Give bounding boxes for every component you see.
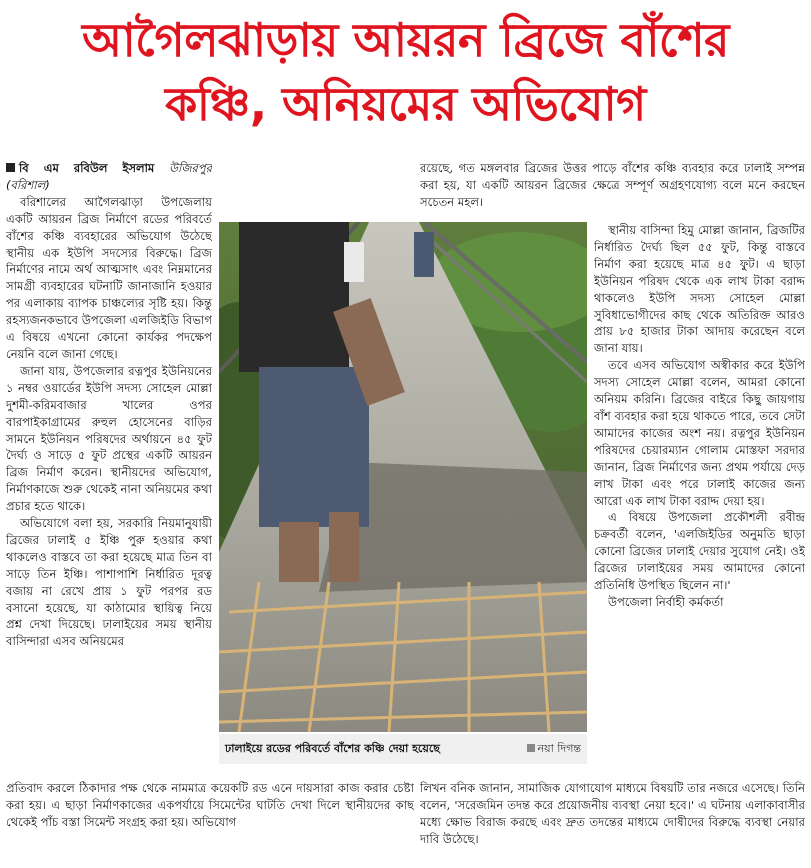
bottom-left-paragraph: প্রতিবাদ করলে ঠিকাদার পক্ষ থেকে নামমাত্র কয়েকটি রড এনে দায়সারা কাজ করার চেষ্টা করা হয়। এ ছাড়া নির্মাণকাজের একপর্যায়ে সিমেন্টের ঘাটতি দেখা দিলে স্থানীয়দের কাছ থেকেই পাঁচ বস্তা সিমেন্ট সংগ্রহ করা হয়। অভিযোগ bbox=[6, 781, 414, 829]
right-column bbox=[594, 222, 805, 778]
byline bbox=[6, 160, 212, 194]
photo-credit-text: নয়া দিগন্ত bbox=[537, 741, 581, 755]
byline-square-icon bbox=[6, 163, 15, 172]
bridge-photo-illustration bbox=[219, 222, 587, 732]
headline-line-2: কঞ্চি, অনিয়মের অভিযোগ bbox=[165, 77, 646, 131]
left-paragraph-3: অভিযোগে বলা হয়, সরকারি নিয়মানুযায়ী ব্রিজের ঢালাই ৫ ইঞ্চি পুরু হওয়ার কথা থাকলেও বাস্তবে তা করা হয়েছে মাত্র তিন বা সাড়ে তিন ইঞ্চি। পাশাপাশি নির্ধারিত দূরত্ব বজায় না রেখে প্রায় ১ ফুট পরপর রড বসানো হয়েছে, যা কাঠামোর স্থায়িত্ব নিয়ে প্রশ্ন দেখা দিয়েছে। ঢালাইয়ের সময় স্থানীয় বাসিন্দারা এসব অনিয়মের bbox=[6, 516, 212, 649]
right-paragraph-2: তবে এসব অভিযোগ অস্বীকার করে ইউপি সদস্য সোহেল মোল্লা বলেন, আমরা কোনো অনিয়ম করিনি। ব্রিজের বাইরে কিছু জায়গায় বাঁশ ব্যবহার করা হয়ে থাকতে পারে, তবে সেটা আমাদের কাজের অংশ নয়। রত্নপুর ইউনিয়ন পরিষদের চেয়ারম্যান গোলাম মোস্তফা সরদার জানান, ব্রিজ নির্মাণের জন্য প্রথম পর্যায়ে দেড় লাখ টাকা এবং পরে ঢালাই কাজের জন্য আরো এক লাখ টাকা বরাদ্দ দেয়া হয়। bbox=[594, 358, 805, 508]
right-paragraph-4: উপজেলা নির্বাহী কর্মকর্তা bbox=[608, 594, 724, 609]
byline-location: উজিরপুর (বরিশাল) bbox=[6, 161, 212, 192]
photo-caption bbox=[219, 734, 587, 764]
bridge-photo bbox=[219, 222, 587, 732]
bottom-right-paragraph: লিখন বনিক জানান, সামাজিক যোগাযোগ মাধ্যমে বিষয়টি তার নজরে এসেছে। তিনি বলেন, 'সরেজমিন তদন্ত করে প্রয়োজনীয় ব্যবস্থা নেয়া হবে।' এ ঘটনায় এলাকাবাসীর মধ্যে ক্ষোভ বিরাজ করছে এবং দ্রুত তদন্তের মাধ্যমে দোষীদের বিরুদ্ধে ব্যবস্থা নেয়ার দাবি উঠেছে। bbox=[420, 781, 805, 846]
headline-line-1: আগৈলঝাড়ায় আয়রন ব্রিজে বাঁশের bbox=[82, 13, 729, 67]
bottom-right-text bbox=[420, 780, 805, 866]
right-top-paragraph: রয়েছে, গত মঙ্গলবার ব্রিজের উত্তর পাড়ে বাঁশের কঞ্চি ব্যবহার করে ঢালাই সম্পন্ন করা হয়, যা একটি আয়রন ব্রিজের ক্ষেত্রে সম্পূর্ণ অগ্রহণযোগ্য বলে মনে করছেন সচেতন মহল। bbox=[420, 161, 805, 209]
right-column-top bbox=[420, 160, 805, 220]
byline-author: বি এম রবিউল ইসলাম bbox=[19, 161, 155, 175]
right-paragraph-3: এ বিষয়ে উপজেলা প্রকৌশলী রবীন্দ্র চক্রবর্তী বলেন, 'এলজিইডির অনুমতি ছাড়া কোনো ব্রিজের ঢালাই দেয়ার সুযোগ নেই। ওই ব্রিজের ঢালাইয়ের সময় আমাদের কোনো প্রতিনিধি উপস্থিত ছিলেন না।' bbox=[594, 510, 805, 593]
bottom-left-text bbox=[6, 780, 414, 866]
left-column bbox=[6, 160, 212, 778]
left-paragraph-1: বরিশালের আগৈলঝাড়া উপজেলায় একটি আয়রন ব্রিজ নির্মাণে রডের পরিবর্তে বাঁশের কঞ্চি ব্যবহারের অভিযোগ উঠেছে স্থানীয় এক ইউপি সদস্যের বিরুদ্ধে। ব্রিজ নির্মাণের নামে অর্থ আত্মসাৎ এবং নিম্নমানের সামগ্রী ব্যবহারের ঘটনাটি জানাজানি হওয়ার পর এলাকায় ব্যাপক চাঞ্চল্যের সৃষ্টি হয়। কিন্তু রহস্যজনকভাবে উপজেলা এলজিইডি বিভাগ এ বিষয়ে এখনো কোনো কার্যকর পদক্ষেপ নেয়নি বলে জানা গেছে। bbox=[6, 194, 212, 361]
credit-square-icon bbox=[527, 744, 535, 752]
left-paragraph-2: জানা যায়, উপজেলার রত্নপুর ইউনিয়নের ১ নম্বর ওয়ার্ডের ইউপি সদস্য সোহেল মোল্লা দুশমী-করিমবাজার খালের ওপর বারপাইকাগ্রামের রুহুল হোসেনের বাড়ির সামনে ইউনিয়ন পরিষদের অর্থায়নে ৪৫ ফুট দৈর্ঘ্য ও সাড়ে ৫ ফুট প্রস্থের একটি আয়রন ব্রিজ নির্মাণ করেন। স্থানীয়দের অভিযোগ, নির্মাণকাজে শুরু থেকেই নানা অনিয়মের কথা প্রচার হতে থাকে। bbox=[6, 363, 212, 514]
headline bbox=[0, 8, 811, 136]
photo-credit bbox=[527, 740, 581, 759]
right-paragraph-1: স্থানীয় বাসিন্দা হিমু মোল্লা জানান, ব্রিজটির নির্ধারিত দৈর্ঘ্য ছিল ৫৫ ফুট, কিন্তু বাস্তবে নির্মাণ করা হয়েছে মাত্র ৪৫ ফুট। এ ছাড়া ইউনিয়ন পরিষদ থেকে এক লাখ টাকা বরাদ্দ থাকলেও ইউপি সদস্য সোহেল মোল্লা সুবিধাভোগীদের কাছ থেকে অতিরিক্ত আরও প্রায় ৮৫ হাজার টাকা আদায় করেছেন বলে জানা যায়। bbox=[594, 223, 805, 356]
caption-text: ঢালাইয়ে রডের পরিবর্তে বাঁশের কঞ্চি দেয়া হয়েছে bbox=[225, 741, 440, 755]
